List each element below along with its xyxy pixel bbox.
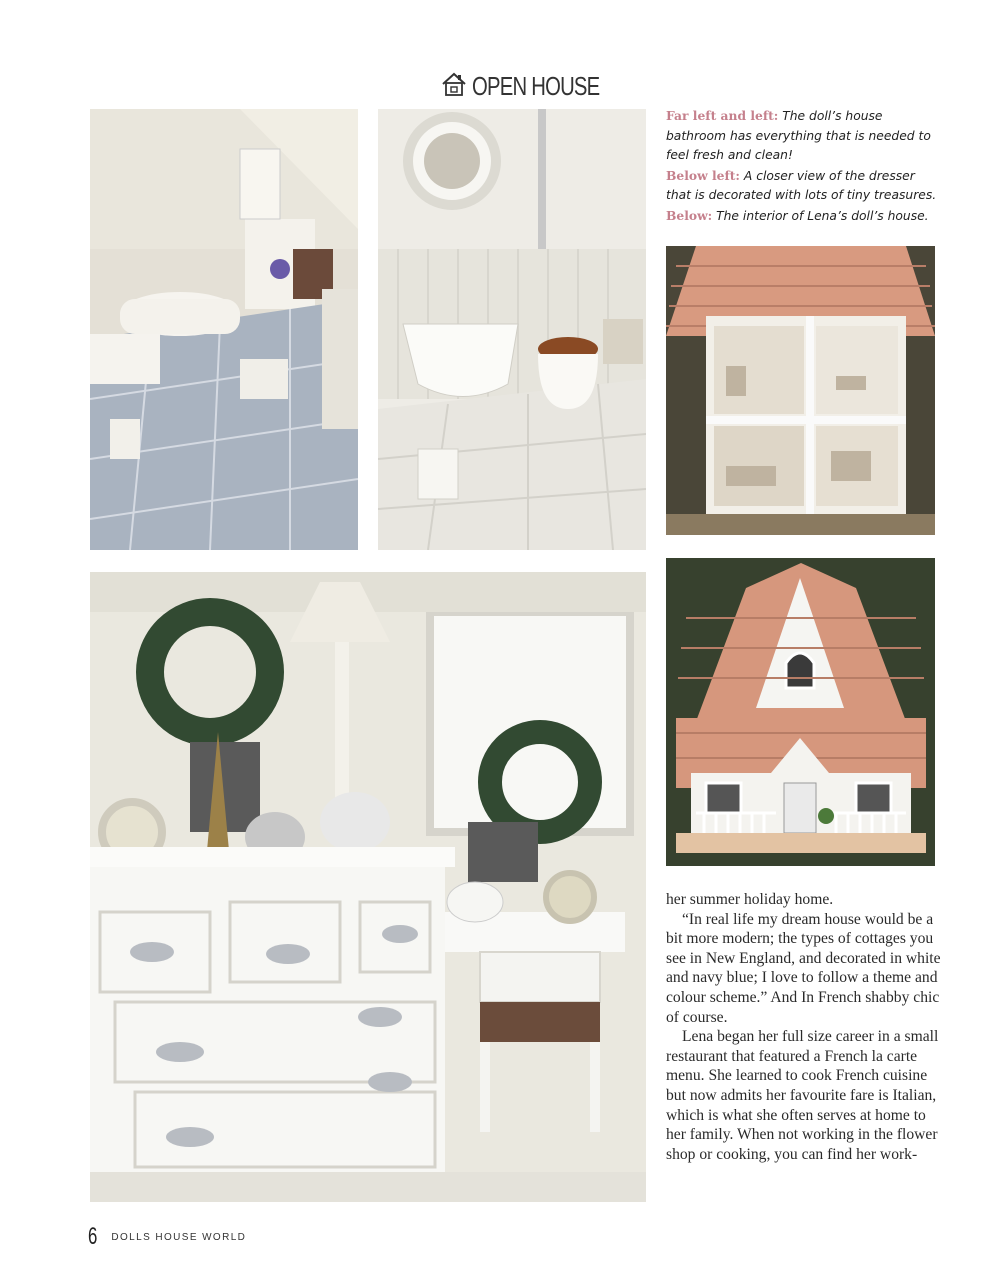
- article-body: [666, 890, 942, 1164]
- caption-lead: Below:: [666, 207, 713, 223]
- body-paragraph: “In real life my dream house would be a bit more modern; the types of cottages you see in New England, and decorated in white and navy blue; I love to follow a theme and colour scheme.” And In French shabby chic of course.: [666, 910, 941, 1026]
- body-paragraph: Lena began her full size career in a small restaurant that featured a French la carte menu. She learned to cook French cuisine but now admits her favourite fare is Italian, which is what she often serves at home to her family. When not working in the flower shop or cooking, you can find her work-: [666, 1028, 939, 1163]
- section-header: [440, 68, 600, 104]
- magazine-name: DOLLS HOUSE WORLD: [111, 1231, 247, 1243]
- house-icon: [440, 70, 468, 102]
- dresser-photo: [90, 572, 646, 1202]
- section-title: OPEN HOUSE: [472, 70, 600, 101]
- caption-text: The doll’s house bathroom has everything that is needed to feel fresh and clean!: [666, 109, 931, 163]
- dollhouse-exterior-photo: [666, 558, 935, 866]
- caption-line: [666, 206, 938, 227]
- caption-lead: Below left:: [666, 167, 740, 183]
- caption-text: A closer view of the dresser that is decorated with lots of tiny treasures.: [666, 168, 937, 203]
- caption-text: The interior of Lena’s doll’s house.: [712, 208, 929, 223]
- body-paragraph: her summer holiday home.: [666, 891, 834, 908]
- bathroom-sink-photo: [378, 109, 646, 550]
- caption-line: [666, 106, 938, 166]
- dollhouse-interior-photo: [666, 246, 935, 535]
- page-number: 6: [88, 1223, 98, 1250]
- caption-line: [666, 166, 938, 206]
- page-footer: [86, 1222, 246, 1252]
- photo-caption: [666, 106, 938, 227]
- bathroom-bathtub-photo: [90, 109, 358, 550]
- caption-lead: Far left and left:: [666, 108, 779, 123]
